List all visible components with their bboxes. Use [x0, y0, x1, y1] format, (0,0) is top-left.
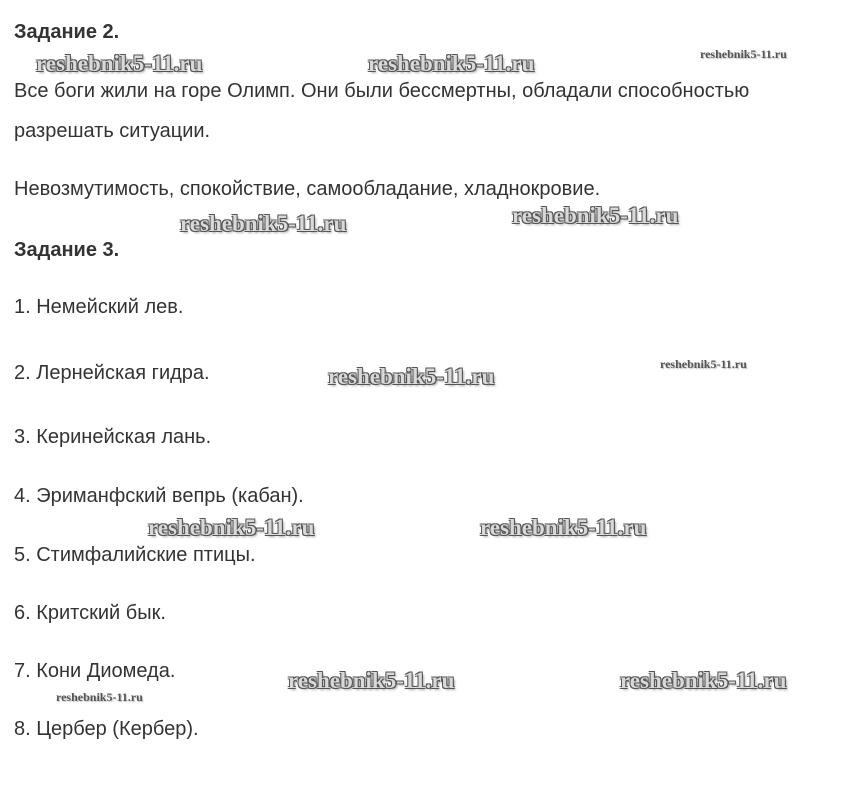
list-item: 1. Немейский лев. [14, 296, 184, 318]
watermark: reshebnik5-11.ru [620, 668, 787, 693]
watermark: reshebnik5-11.ru [660, 357, 747, 371]
task3-heading: Задание 3. [14, 239, 120, 261]
watermark: reshebnik5-11.ru [368, 51, 535, 76]
watermark: reshebnik5-11.ru [36, 51, 203, 76]
watermark: reshebnik5-11.ru [512, 203, 679, 228]
watermark: reshebnik5-11.ru [288, 668, 455, 693]
list-item: 3. Керинейская лань. [14, 426, 212, 448]
list-item: 2. Лернейская гидра. [14, 362, 210, 384]
task2-text-line2: разрешать ситуации. [14, 120, 211, 142]
task2-text-line3: Невозмутимость, спокойствие, самообладание, хладнокровие. [14, 178, 601, 200]
list-item: 7. Кони Диомеда. [14, 660, 176, 682]
watermark: reshebnik5-11.ru [148, 515, 315, 540]
watermark: reshebnik5-11.ru [480, 515, 647, 540]
watermark: reshebnik5-11.ru [328, 364, 495, 389]
list-item: 8. Цербер (Кербер). [14, 718, 199, 740]
watermark: reshebnik5-11.ru [180, 211, 347, 236]
task2-heading: Задание 2. [14, 21, 120, 43]
list-item: 4. Эриманфский вепрь (кабан). [14, 485, 304, 507]
watermark: reshebnik5-11.ru [56, 690, 143, 704]
list-item: 5. Стимфалийские птицы. [14, 544, 256, 566]
watermark: reshebnik5-11.ru [700, 47, 787, 61]
task2-text-line1: Все боги жили на горе Олимп. Они были бессмертны, обладали способностью [14, 80, 750, 102]
list-item: 6. Критский бык. [14, 602, 166, 624]
